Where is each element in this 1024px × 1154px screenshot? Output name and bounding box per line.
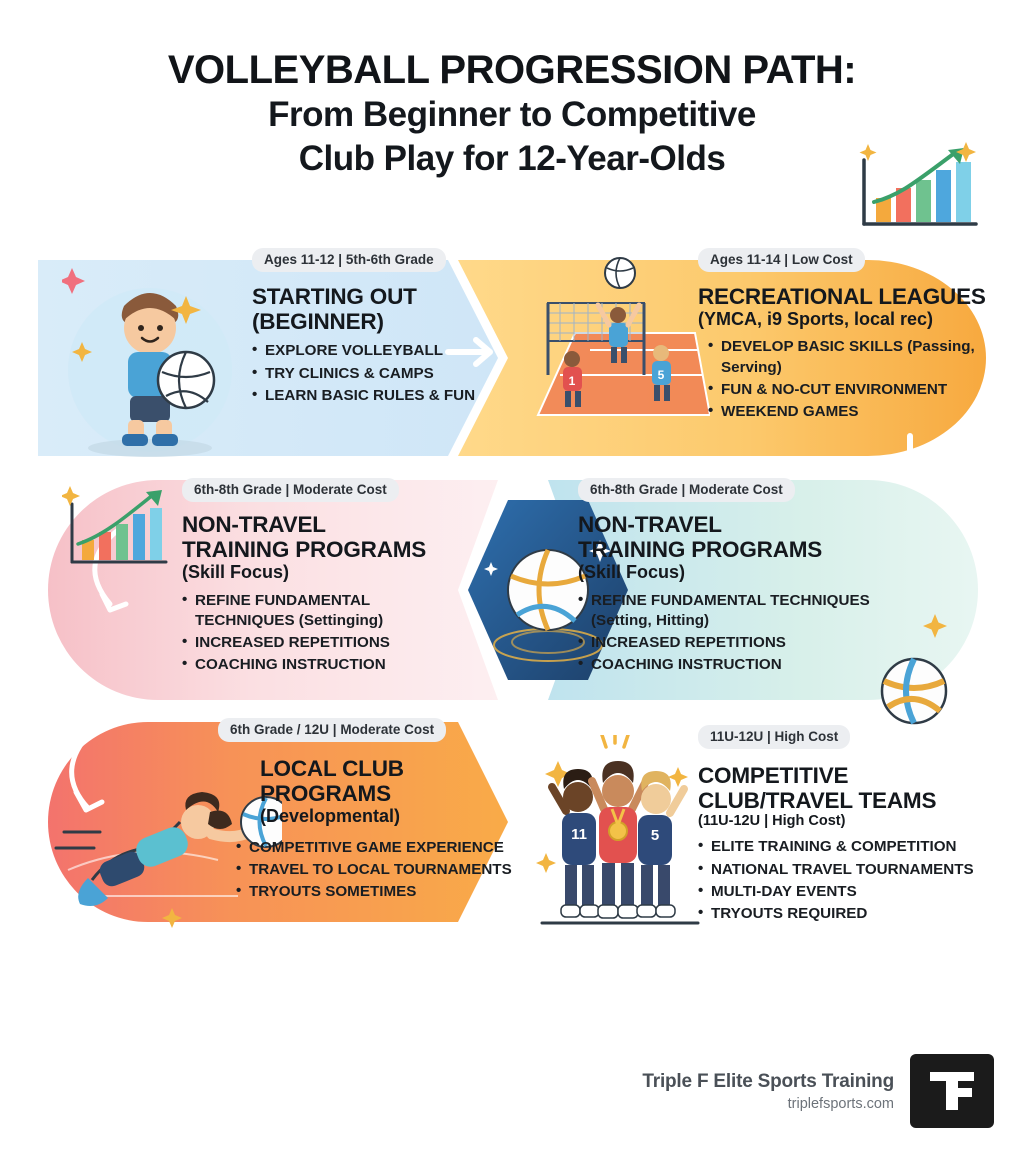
footer-text: [642, 1071, 894, 1112]
stage-bullets-competitive: [698, 837, 998, 924]
list-item: • LEARN BASIC RULES & FUN: [252, 386, 512, 406]
list-item: • TRAVEL TO LOCAL TOURNAMENTS: [236, 860, 518, 880]
list-item: • TRYOUTS REQUIRED: [698, 904, 998, 924]
stage-starting-out: [252, 248, 512, 408]
list-item: • COACHING INSTRUCTION: [578, 655, 888, 675]
stage-subtitle-starting-out: (BEGINNER): [252, 309, 384, 335]
list-item: • EXPLORE VOLLEYBALL: [252, 341, 512, 361]
stage-recreational-leagues: [698, 248, 998, 424]
footer: [642, 1054, 994, 1128]
beginner-player-illustration: [62, 250, 237, 460]
list-item: • COMPETITIVE GAME EXPERIENCE: [236, 838, 518, 858]
brand-url[interactable]: triplefsports.com: [787, 1095, 894, 1112]
stage-title-recreational: RECREATIONAL LEAGUES: [698, 284, 986, 309]
stage-local-club: [218, 718, 518, 904]
stage-subtitle-competitive: (11U-12U | High Cost): [698, 813, 846, 830]
recreational-court-illustration: [520, 255, 710, 450]
list-item: • INCREASED REPETITIONS: [578, 633, 888, 653]
stage-badge-non-travel-left: 6th-8th Grade | Moderate Cost: [182, 478, 399, 502]
stage-title-competitive: COMPETITIVE: [698, 763, 849, 788]
stage-badge-recreational: Ages 11-14 | Low Cost: [698, 248, 865, 272]
stage-subtitle-non-travel-right: (Skill Focus): [578, 562, 686, 583]
rec-player-right-number: 5: [657, 368, 665, 382]
list-item: • REFINE FUNDAMENTAL TECHNIQUES (Setting, Hitting): [578, 591, 888, 631]
list-item: • COACHING INSTRUCTION: [182, 655, 442, 675]
list-item: • DEVELOP BASIC SKILLS (Passing, Serving): [708, 337, 998, 377]
sparkle-icon: [920, 612, 950, 642]
stage-badge-local-club: 6th Grade / 12U | Moderate Cost: [218, 718, 446, 742]
title-line-1: VOLLEYBALL PROGRESSION PATH:: [167, 48, 857, 92]
list-item: • FUN & NO-CUT ENVIRONMENT: [708, 380, 998, 400]
list-item: • TRYOUTS SOMETIMES: [236, 882, 518, 902]
stage-badge-starting-out: Ages 11-12 | 5th-6th Grade: [252, 248, 446, 272]
title-line-2: From Beginner to Competitive: [268, 94, 756, 134]
stage-non-travel-left: [182, 478, 442, 677]
list-item: • MULTI-DAY EVENTS: [698, 882, 998, 902]
stage-bullets-non-travel-left: [182, 591, 442, 676]
podium-left-number: 11: [571, 826, 587, 843]
stage-title2-competitive: CLUB/TRAVEL TEAMS: [698, 788, 937, 814]
list-item: • INCREASED REPETITIONS: [182, 633, 442, 653]
stage-badge-non-travel-right: 6th-8th Grade | Moderate Cost: [578, 478, 795, 502]
growth-chart-small-icon: [62, 484, 174, 574]
list-item: • ELITE TRAINING & COMPETITION: [698, 837, 998, 857]
rec-player-left-number: 1: [568, 374, 576, 388]
stage-bullets-recreational: [708, 337, 998, 422]
brand-name: Triple F Elite Sports Training: [642, 1070, 894, 1092]
stage-title-non-travel-right: NON-TRAVEL: [578, 512, 722, 537]
stage-subtitle-recreational: (YMCA, i9 Sports, local rec): [698, 309, 934, 330]
stage-bullets-non-travel-right: [578, 591, 888, 676]
competitive-team-illustration: [528, 735, 708, 945]
stage-non-travel-right: [578, 478, 888, 677]
stage-title-local-club: LOCAL CLUB: [260, 756, 404, 781]
list-item: • NATIONAL TRAVEL TOURNAMENTS: [698, 860, 998, 880]
stage-title2-local-club: PROGRAMS: [260, 781, 391, 807]
podium-right-number: 5: [650, 827, 660, 844]
stage-subtitle-local-club: (Developmental): [260, 806, 401, 827]
triple-f-logo-icon: [924, 1066, 980, 1116]
stage-bullets-starting-out: [252, 341, 512, 406]
growth-chart-icon: [856, 140, 986, 232]
stage-title-starting-out: STARTING OUT: [252, 284, 417, 309]
stage-competitive-club: [698, 725, 998, 926]
stage-bullets-local-club: [236, 838, 518, 903]
stage-title-non-travel-left: NON-TRAVEL: [182, 512, 326, 537]
stage-subtitle-non-travel-left: (Skill Focus): [182, 562, 290, 583]
list-item: • WEEKEND GAMES: [708, 402, 998, 422]
title-line-3: Club Play for 12-Year-Olds: [298, 138, 726, 178]
list-item: • TRY CLINICS & CAMPS: [252, 364, 512, 384]
brand-logo: [910, 1054, 994, 1128]
stage-title2-non-travel-left: TRAINING PROGRAMS: [182, 537, 427, 563]
stage-badge-competitive: 11U-12U | High Cost: [698, 725, 850, 749]
list-item: • REFINE FUNDAMENTAL TECHNIQUES (Settinging): [182, 591, 442, 631]
stage-title2-non-travel-right: TRAINING PROGRAMS: [578, 537, 823, 563]
